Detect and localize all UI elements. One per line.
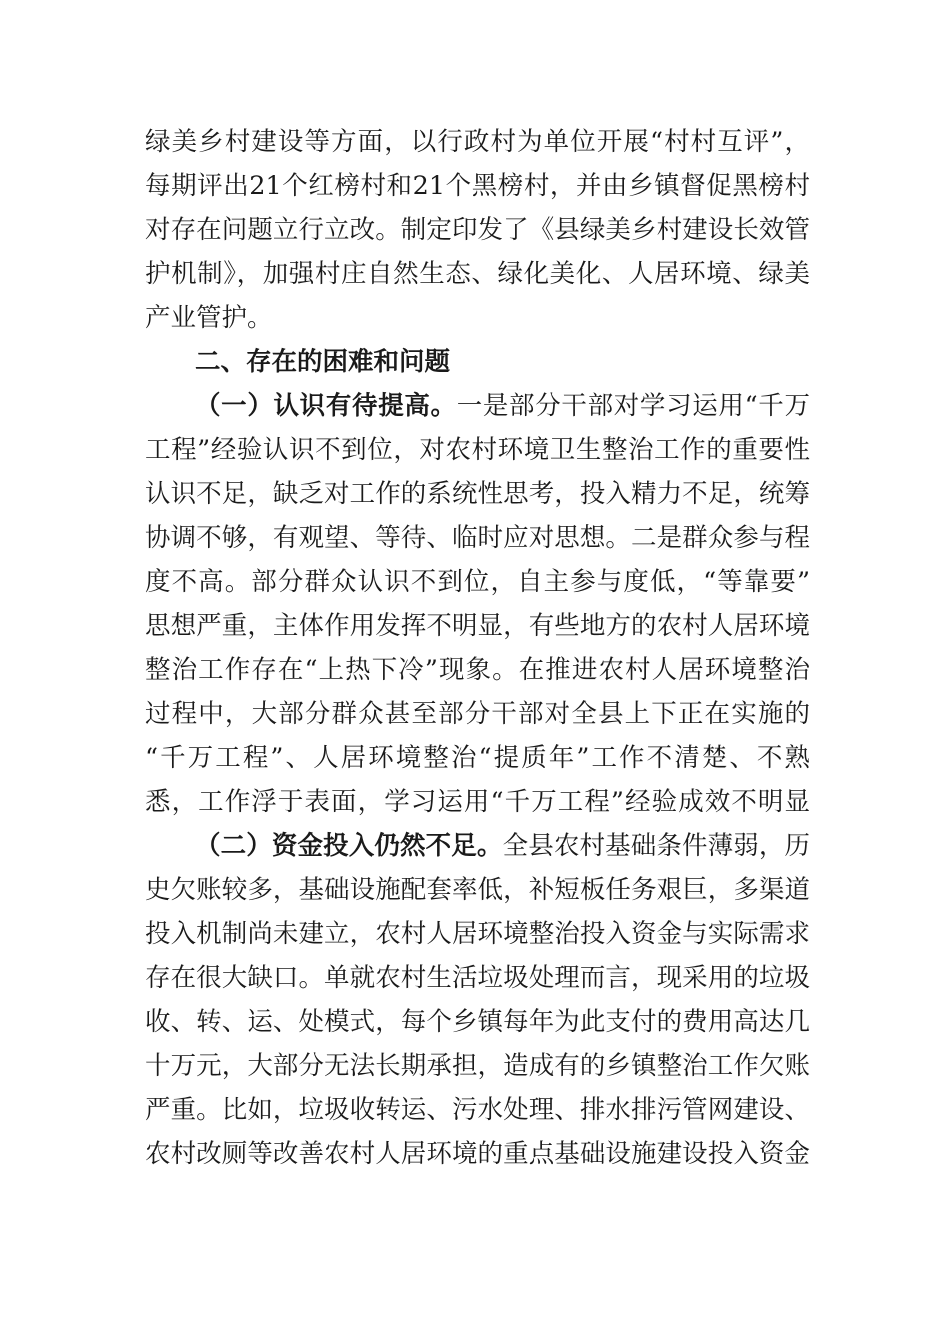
text-line: 整治工作存在“上热下冷”现象。在推进农村人居环境整治 [145,655,810,685]
text-line: 工程”经验认识不到位，对农村环境卫生整治工作的重要性 [145,435,810,465]
text-line: 对存在问题立行立改。制定印发了《县绿美乡村建设长效管 [145,215,810,245]
text-line: 存在很大缺口。单就农村生活垃圾处理而言，现采用的垃圾 [145,963,810,993]
text-line: 过程中，大部分群众甚至部分干部对全县上下正在实施的 [145,699,810,729]
text-line: 护机制》，加强村庄自然生态、绿化美化、人居环境、绿美 [145,259,810,289]
paragraph-lead: （二）资金投入仍然不足。 [195,831,503,861]
text-line: 收、转、运、处模式，每个乡镇每年为此支付的费用高达几 [145,1007,810,1037]
paragraph-text: 一是部分干部对学习运用“千万 [456,391,810,421]
text-line: 协调不够，有观望、等待、临时应对思想。二是群众参与程 [145,523,810,553]
text-line: “千万工程”、人居环境整治“提质年”工作不清楚、不熟 [145,743,810,773]
text-line: 思想严重，主体作用发挥不明显，有些地方的农村人居环境 [145,611,810,641]
paragraph-lead: （一）认识有待提高。 [195,391,457,421]
paragraph-first-line [195,384,810,428]
text-line: 度不高。部分群众认识不到位，自主参与度低，“等靠要” [145,567,810,597]
paragraph-first-line [195,824,810,868]
text-line: 每期评出21个红榜村和21个黑榜村，并由乡镇督促黑榜村 [145,171,810,201]
paragraph-text: 全县农村基础条件薄弱，历 [502,831,810,861]
section-heading: 二、存在的困难和问题 [195,347,451,377]
text-line: 悉，工作浮于表面，学习运用“千万工程”经验成效不明显 [145,787,810,817]
text-line: 史欠账较多，基础设施配套率低，补短板任务艰巨，多渠道 [145,875,810,905]
text-line: 绿美乡村建设等方面，以行政村为单位开展“村村互评”， [145,127,810,157]
text-line: 农村改厕等改善农村人居环境的重点基础设施建设投入资金 [145,1139,810,1169]
text-line: 认识不足，缺乏对工作的系统性思考，投入精力不足，统筹 [145,479,810,509]
text-line: 产业管护。 [145,303,273,333]
text-line: 严重。比如，垃圾收转运、污水处理、排水排污管网建设、 [145,1095,810,1125]
text-line: 十万元，大部分无法长期承担，造成有的乡镇整治工作欠账 [145,1051,810,1081]
text-line: 投入机制尚未建立，农村人居环境整治投入资金与实际需求 [145,919,810,949]
